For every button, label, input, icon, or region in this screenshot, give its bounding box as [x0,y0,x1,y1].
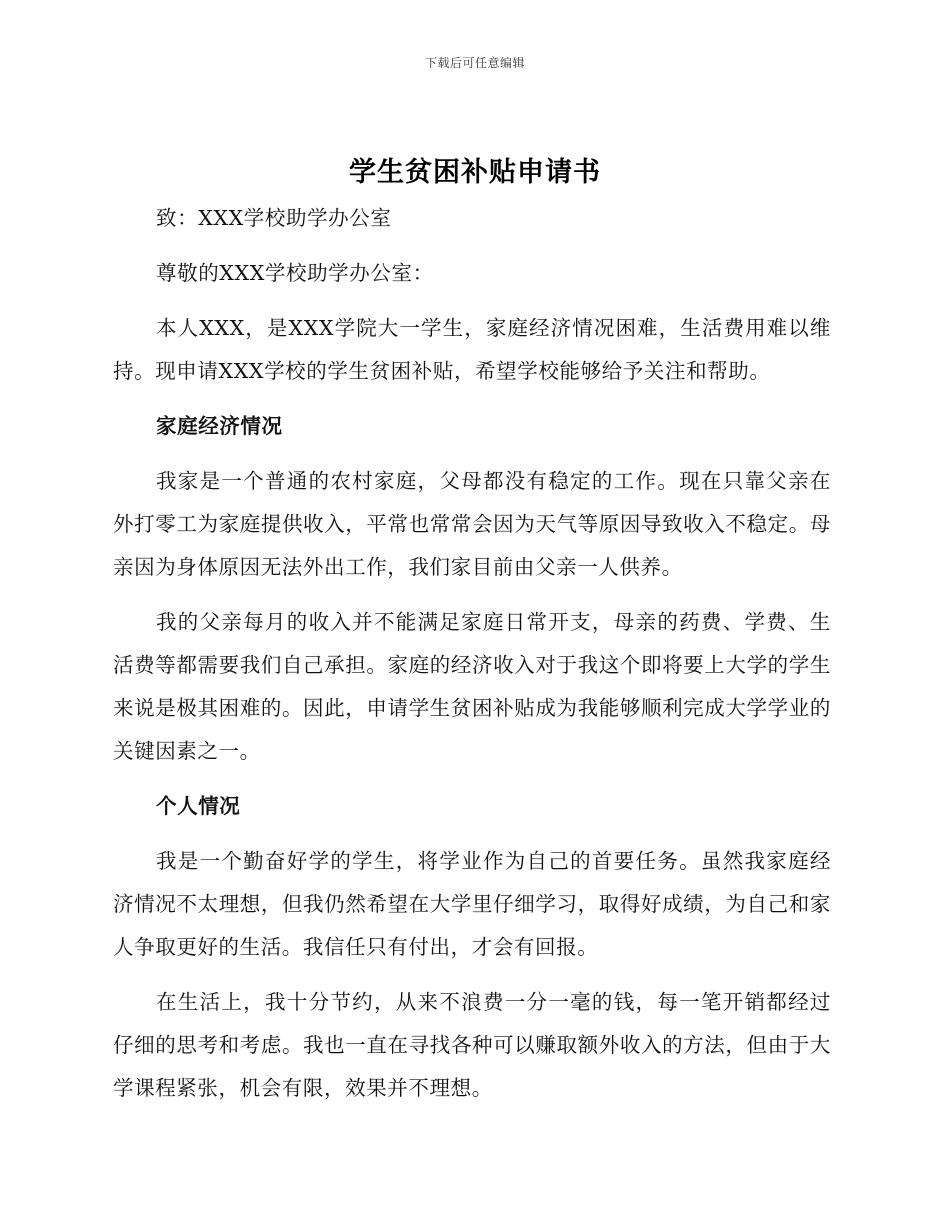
page-header-note: 下载后可任意编辑 [424,56,525,70]
personal-paragraph-2: 在生活上，我十分节约，从来不浪费一分一毫的钱，每一笔开销都经过仔细的思考和考虑。我也一直在寻找各种可以赚取额外收入的方法，但由于大学课程紧张，机会有限，效果并不理想。 [113,990,831,1100]
intro-paragraph: 本人XXX，是XXX学院大一学生，家庭经济情况困难，生活费用难以维持。现申请XXX学校的学生贫困补贴，希望学校能够给予关注和帮助。 [113,316,831,383]
greeting-line: 尊敬的XXX学校助学办公室： [156,261,434,285]
recipient-line: 致：XXX学校助学办公室 [156,206,392,230]
family-finances-paragraph-1: 我家是一个普通的农村家庭，父母都没有稳定的工作。现在只靠父亲在外打零工为家庭提供收入，平常也常常会因为天气等原因导致收入不稳定。母亲因为身体原因无法外出工作，我们家目前由父亲一人供养。 [113,469,831,579]
personal-paragraph-1: 我是一个勤奋好学的学生，将学业作为自己的首要任务。虽然我家庭经济情况不太理想，但我仍然希望在大学里仔细学习，取得好成绩，为自己和家人争取更好的生活。我信任只有付出，才会有回报。 [113,849,831,959]
document-title: 学生贫困补贴申请书 [349,157,601,188]
document-body [113,197,831,1122]
section-heading-family-finances: 家庭经济情况 [156,414,283,438]
section-heading-personal: 个人情况 [156,794,241,818]
family-finances-paragraph-2: 我的父亲每月的收入并不能满足家庭日常开支，母亲的药费、学费、生活费等都需要我们自己承担。家庭的经济收入对于我这个即将要上大学的学生来说是极其困难的。因此，申请学生贫困补贴成为我能够顺利完成大学学业的关键因素之一。 [113,610,831,763]
